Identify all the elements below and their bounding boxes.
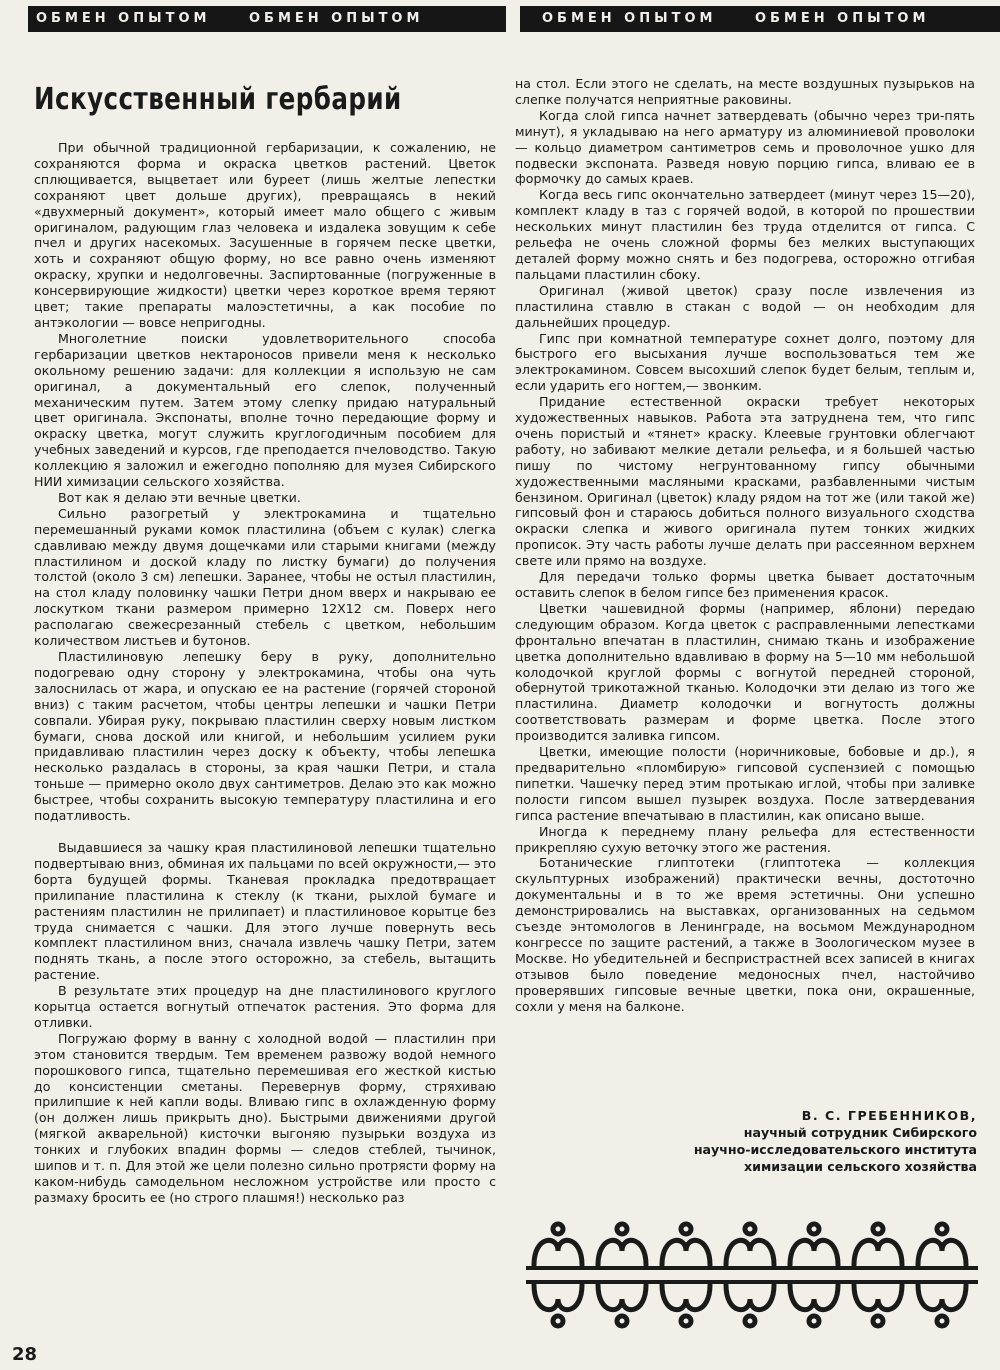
article-column-right — [515, 76, 975, 1014]
paragraph: Выдавшиеся за чашку края пластилиновой лепешки тщательно подвертываю вниз, обминая их пальцами по всей окружности,— это борта будущей формы. Тканевая прокладка предотвращает прилипание пластилина к стеклу (к ткани, рыхлой бумаге и растениям пластилин не прилипает) и пластилиновое корытце без труда снимается с чашки. Для этого лучше повернуть весь комплект пластилином вниз, сначала извлечь чашку Петри, затем поднять ткань, а после этого осторожно, за стебель, вытащить растение. — [34, 839, 496, 983]
paragraph: на стол. Если этого не сделать, на месте воздушных пузырьков на слепке получатся неприятные раковины. — [515, 76, 975, 107]
paragraph: Сильно разогретый у электрокамина и тщательно перемешанный руками комок пластилина (объем с кулак) слегка сдавливаю между двумя дощечками или старыми книгами (между пластилином и доской кладу по листку бумаги) до получения толстой (около 3 см) лепешки. Заранее, чтобы не остыл пластилин, на стол кладу половинку чашки Петри дном вверх и накрываю ее лоскутком ткани размером примерно 12X12 см. Поверх него располагаю свежесрезанный стебель с цветком, небольшим количеством листьев и бутонов. — [34, 505, 496, 649]
author-title: научно-исследовательского института — [693, 1142, 977, 1157]
paragraph: Цветки чашевидной формы (например, яблони) передаю следующим образом. Когда цветок с расправленными лепестками фронтально впечатан в пластилин, снимаю ткань и изображение цветка дополнительно вдавливаю в форму на 5—10 мм небольшой колодочкой круглой формы с вогнутой передней стороной, обернутой трикотажной тканью. Колодочки эти делаю из того же пластилина. Диаметр колодочки и вогнутость должны соответствовать размерам и форме цветка. После этого производится заливка гипсом. — [515, 600, 975, 744]
section-label: ОБМЕН ОПЫТОМ — [248, 11, 424, 26]
author-title: химизации сельского хозяйства — [744, 1159, 977, 1174]
paragraph: Когда весь гипс окончательно затвердеет (минут через 15—20), комплект кладу в таз с горячей водой, в которой по прошествии нескольких минут пластилин без труда отделится от гипса. С рельефа не очень сложной формы без мелких выступающих деталей форму можно снять и без подогрева, осторожно отгибая пальцами пластилин сбоку. — [515, 187, 975, 282]
section-header-right — [520, 6, 1000, 32]
floral-ornament-icon — [526, 1220, 978, 1330]
paragraph: Для передачи только формы цветка бывает достаточным оставить слепок в белом гипсе без применения красок. — [515, 569, 975, 600]
paragraph: Вот как я делаю эти вечные цветки. — [58, 489, 301, 505]
paragraph: Ботанические глиптотеки (глиптотека — коллекция скульптурных изображений) практически вечны, достоточно документальны и в то же время эстетичны. Они успешно демонстрировались на выставках, организованных на седьмом съезде энтомологов в Ленинграде, на восьмом Международном конгрессе по защите растений, а также в Зоологическом музее в Москве. Но убедительней и беспристрастней всех записей в книгах отзывов было поведение медоносных пчел, настойчиво проверявших гипсовые вечные цветки, пока они, окрашенные, сохли у меня на балконе. — [515, 855, 975, 1014]
author-title: научный сотрудник Сибирского — [743, 1125, 977, 1140]
paragraph: Пластилиновую лепешку беру в руку, дополнительно подогреваю одну сторону у электрокамина, чтобы она чуть залоснилась от жара, и опускаю ее на растение (горячей стороной вниз) с таким расчетом, чтобы центры лепешки и чашки Петри совпали. Убирая руку, покрываю пластилин сверху новым листком бумаги, снова доской или книгой, и небольшим усилием руки придавливаю пластилин через доску к объекту, чтобы лепешка несколько раздалась в стороны, за края чашки Петри, и стала тоньше — примерно около двух сантиметров. Делаю это как можно быстрее, чтобы сохранить высокую температуру пластилина и его податливость. — [34, 649, 496, 824]
section-header-left — [28, 6, 506, 32]
article-title: Искусственный гербарий — [34, 82, 402, 117]
author-name: В. С. ГРЕБЕННИКОВ, — [801, 1108, 977, 1123]
section-label: ОБМЕН ОПЫТОМ — [542, 11, 717, 26]
paragraph: Погружаю форму в ванну с холодной водой — пластилин при этом становится твердым. Тем временем развожу водой немного порошкового гипса, тщательно перемешивая его жесткой кистью до консистенции сметаны. Перевернув форму, стряхиваю прилипшие к ней капли воды. Вливаю гипс в охлажденную форму (он должен лишь прикрыть дно). Быстрыми движениями другой (мягкой акварельной) кисточки выгоняю пузырьки воздуха из тонких и глубоких впадин формы — следов стеблей, тычинок, шипов и т. п. Для этой же цели полезно сильно протрясти форму на каком-нибудь самодельном несложном устройстве или просто с размаху бросить ее (но строго плашмя!) несколько раз — [34, 1030, 496, 1205]
paragraph: Оригинал (живой цветок) сразу после извлечения из пластилина ставлю в стакан с водой — он необходим для дальнейших процедур. — [515, 282, 975, 330]
article-column-left — [34, 140, 496, 1206]
paragraph: Гипс при комнатной температуре сохнет долго, поэтому для быстрого его высыхания лучше воспользоваться тем же электрокамином. Совсем высохший слепок будет белым, теплым и, если ударить его ногтем,— звонким. — [515, 330, 975, 394]
paragraph: В результате этих процедур на дне пластилинового круглого корытца остается вогнутый отпечаток растения. Это форма для отливки. — [34, 983, 496, 1030]
paragraph: Иногда к переднему плану рельефа для естественности прикрепляю сухую веточку этого же растения. — [515, 823, 975, 855]
paragraph: Многолетние поиски удовлетворительного способа гербаризации цветков нектароносов привели меня к несколько окольному решению задачи: для коллекции я использую не сам оригинал, а документальный его слепок, полученный механическим путем. Затем этому слепку придаю натуральный цвет оригинала. Экспонаты, вполне точно передающие форму и окраску цветка, могут служить круглогодичным пособием для учебных заведений и курсов, где преподается пчеловодство. Такую коллекцию я заложил и ежегодно пополняю для музея Сибирского НИИ химизации сельского хозяйства. — [34, 330, 496, 490]
author-signature — [640, 1107, 977, 1175]
paragraph: При обычной традиционной гербаризации, к сожалению, не сохраняются форма и окраска цветков растений. Цветок сплющивается, выцветает или буреет (лишь желтые лепестки сохраняют цвет дольше других), превращаясь в некий «двухмерный документ», который имеет мало общего с живым оригиналом, радующим глаз человека и издалека зовущим к себе пчел и других насекомых. Засушенные в горячем песке цветки, хоть и сохраняют общую форму, но все равно очень изменяют окраску, хрупки и недолговечны. Заспиртованные (погруженные в консервирующие жидкости) цветки через короткое время теряют цвет; такие препараты малоэстетичны, а как пособие по антэкологии — вовсе непригодны. — [34, 140, 496, 330]
paragraph: Цветки, имеющие полости (норичниковые, бобовые и др.), я предварительно «пломбирую» гипсовой суспензией с помощью пипетки. Чашечку перед этим протыкаю иглой, чтобы при заливке полости гипсом вышел пузырек воздуха. После затвердевания гипса растение впечатываю в пластилин, как описано выше. — [515, 744, 975, 823]
section-label: ОБМЕН ОПЫТОМ — [36, 11, 211, 26]
paragraph: Когда слой гипса начнет затвердевать (обычно через три-пять минут), я укладываю на него арматуру из алюминиевой проволоки — кольцо диаметром сантиметров семь и проволочное ушко для подвески экспоната. Разведя новую порцию гипса, вливаю ее в формочку до самых краев. — [515, 107, 975, 187]
page-number: 28 — [12, 1344, 38, 1365]
section-label: ОБМЕН ОПЫТОМ — [754, 11, 930, 26]
paragraph: Придание естественной окраски требует некоторых художественных навыков. Работа эта затруднена тем, что гипс очень пористый и «тянет» краску. Клеевые грунтовки облегчают работу, но забивают мелкие детали рельефа, и я большей частью пишу по чистому негрунтованному гипсу обычными художественными масляными красками, разбавленными чистым бензином. Оригинал (цветок) кладу рядом на тот же (или такой же) гипсовый фон и стараюсь добиться полного визуального сходства окраски слепка и живого оригинала путем тонких жидких прописок. Эту часть работы лучше делать при рассеянном верхнем свете или прямо на воздухе. — [515, 394, 975, 569]
